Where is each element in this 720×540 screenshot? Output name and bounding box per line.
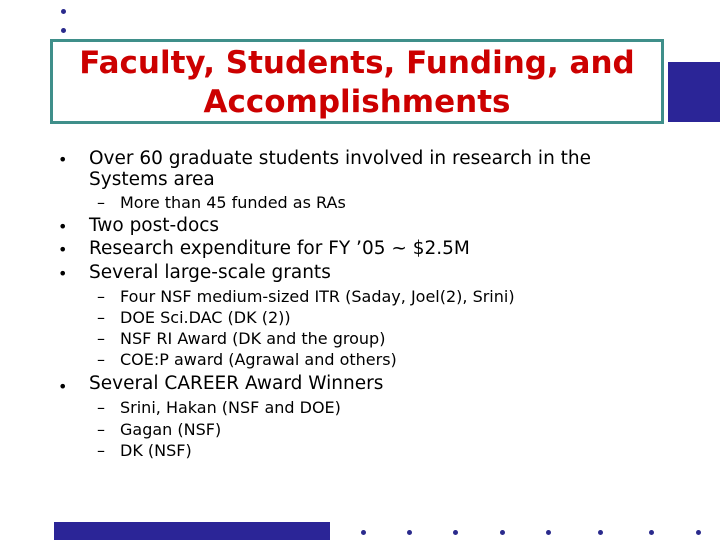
dash-glyph: – <box>97 441 105 460</box>
decor-dot <box>598 530 603 535</box>
bullet-1-line2: Systems area <box>89 169 215 190</box>
decor-dot <box>500 530 505 535</box>
bullet-5: Several CAREER Award Winners <box>89 373 384 394</box>
bullet-glyph: • <box>58 150 68 169</box>
bullet-3: Research expenditure for FY ’05 ~ $2.5M <box>89 238 470 259</box>
bullet-4-sub-3: NSF RI Award (DK and the group) <box>120 329 386 348</box>
bullet-4-sub-1: Four NSF medium-sized ITR (Saday, Joel(2), Srini) <box>120 287 515 306</box>
slide-title-line1: Faculty, Students, Funding, and <box>79 45 635 81</box>
bullet-4: Several large-scale grants <box>89 262 331 283</box>
bullet-glyph: • <box>58 240 68 259</box>
decor-bottom-bar <box>54 522 330 540</box>
slide-title <box>53 44 661 122</box>
bullet-glyph: • <box>58 217 68 236</box>
bullet-1-sub-1: More than 45 funded as RAs <box>120 193 346 212</box>
decor-dot <box>407 530 412 535</box>
decor-dot <box>546 530 551 535</box>
decor-dot <box>61 28 66 33</box>
bullet-5-sub-2: Gagan (NSF) <box>120 420 222 439</box>
bullet-4-sub-2: DOE Sci.DAC (DK (2)) <box>120 308 291 327</box>
decor-accent-block <box>668 62 720 122</box>
bullet-5-sub-3: DK (NSF) <box>120 441 192 460</box>
dash-glyph: – <box>97 398 105 417</box>
decor-dot <box>453 530 458 535</box>
dash-glyph: – <box>97 193 105 212</box>
slide-title-line2: Accomplishments <box>203 84 511 120</box>
bullet-glyph: • <box>58 377 68 396</box>
bullet-5-sub-1: Srini, Hakan (NSF and DOE) <box>120 398 341 417</box>
dash-glyph: – <box>97 420 105 439</box>
dash-glyph: – <box>97 350 105 369</box>
bullet-2: Two post-docs <box>89 215 220 236</box>
bullet-1-line1: Over 60 graduate students involved in research in the <box>89 148 592 169</box>
dash-glyph: – <box>97 329 105 348</box>
bullet-glyph: • <box>58 264 68 283</box>
title-box <box>50 39 664 124</box>
decor-dot <box>696 530 701 535</box>
decor-dot <box>361 530 366 535</box>
decor-dot <box>61 9 66 14</box>
dash-glyph: – <box>97 308 105 327</box>
bullet-4-sub-4: COE:P award (Agrawal and others) <box>120 350 397 369</box>
dash-glyph: – <box>97 287 105 306</box>
decor-dot <box>649 530 654 535</box>
